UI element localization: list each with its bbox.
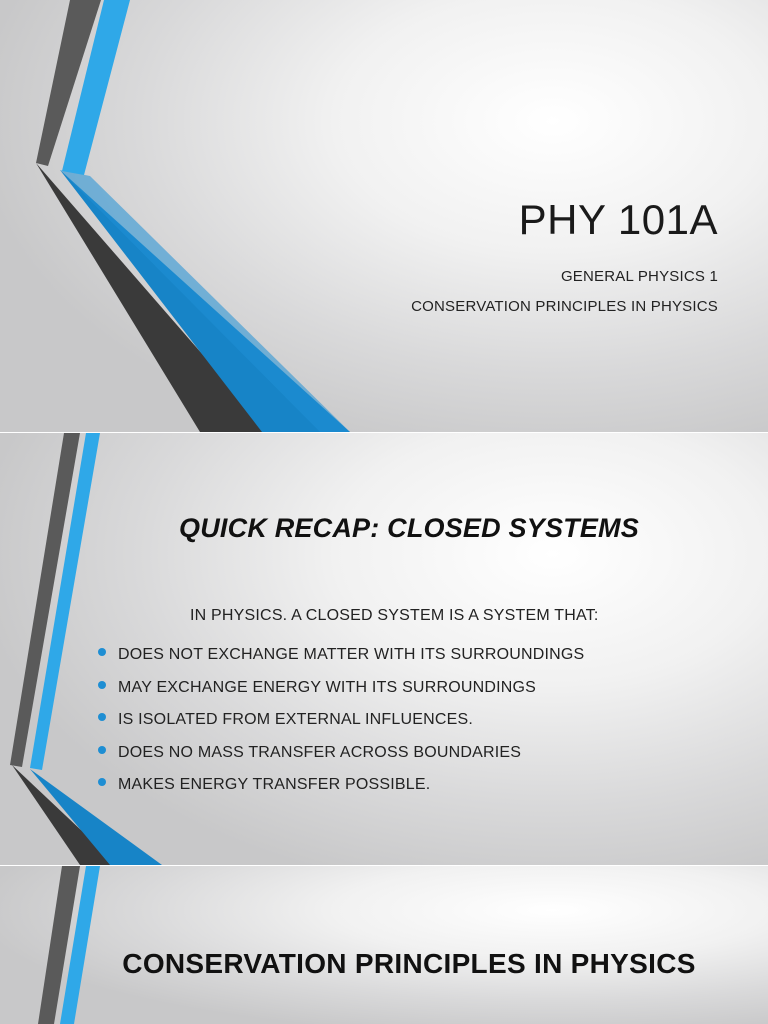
bullet-dot-icon: [98, 713, 106, 721]
list-item: [98, 769, 584, 802]
bullet-dot-icon: [98, 778, 106, 786]
list-item-text: MAY EXCHANGE ENERGY WITH ITS SURROUNDINGS: [118, 678, 537, 696]
list-item: [98, 704, 584, 737]
list-item: [98, 737, 584, 770]
list-item-text: IS ISOLATED FROM EXTERNAL INFLUENCES.: [118, 711, 474, 728]
subtitle-topic: CONSERVATION PRINCIPLES IN PHYSICS: [411, 298, 718, 315]
slide-decoration: [0, 866, 768, 1024]
subtitle-course: GENERAL PHYSICS 1: [560, 268, 718, 285]
conservation-heading: CONSERVATION PRINCIPLES IN PHYSICS: [122, 948, 696, 979]
slide-title-text: PHY 101A: [518, 196, 718, 243]
recap-intro: IN PHYSICS. A CLOSED SYSTEM IS A SYSTEM THAT:: [190, 607, 599, 624]
recap-bullet-list: [98, 639, 584, 802]
slide-conservation: [0, 866, 768, 1024]
list-item: [98, 672, 584, 705]
slide-title: [0, 0, 768, 432]
slide-recap: [0, 433, 768, 865]
list-item-text: DOES NO MASS TRANSFER ACROSS BOUNDARIES: [118, 743, 522, 761]
title-block: [411, 196, 718, 322]
list-item-text: MAKES ENERGY TRANSFER POSSIBLE.: [118, 776, 431, 793]
recap-heading: QUICK RECAP: CLOSED SYSTEMS: [179, 513, 639, 543]
bullet-dot-icon: [98, 746, 106, 754]
list-item: [98, 639, 584, 672]
bullet-dot-icon: [98, 681, 106, 689]
bullet-dot-icon: [98, 648, 106, 656]
list-item-text: DOES NOT EXCHANGE MATTER WITH ITS SURROUNDINGS: [118, 646, 585, 663]
